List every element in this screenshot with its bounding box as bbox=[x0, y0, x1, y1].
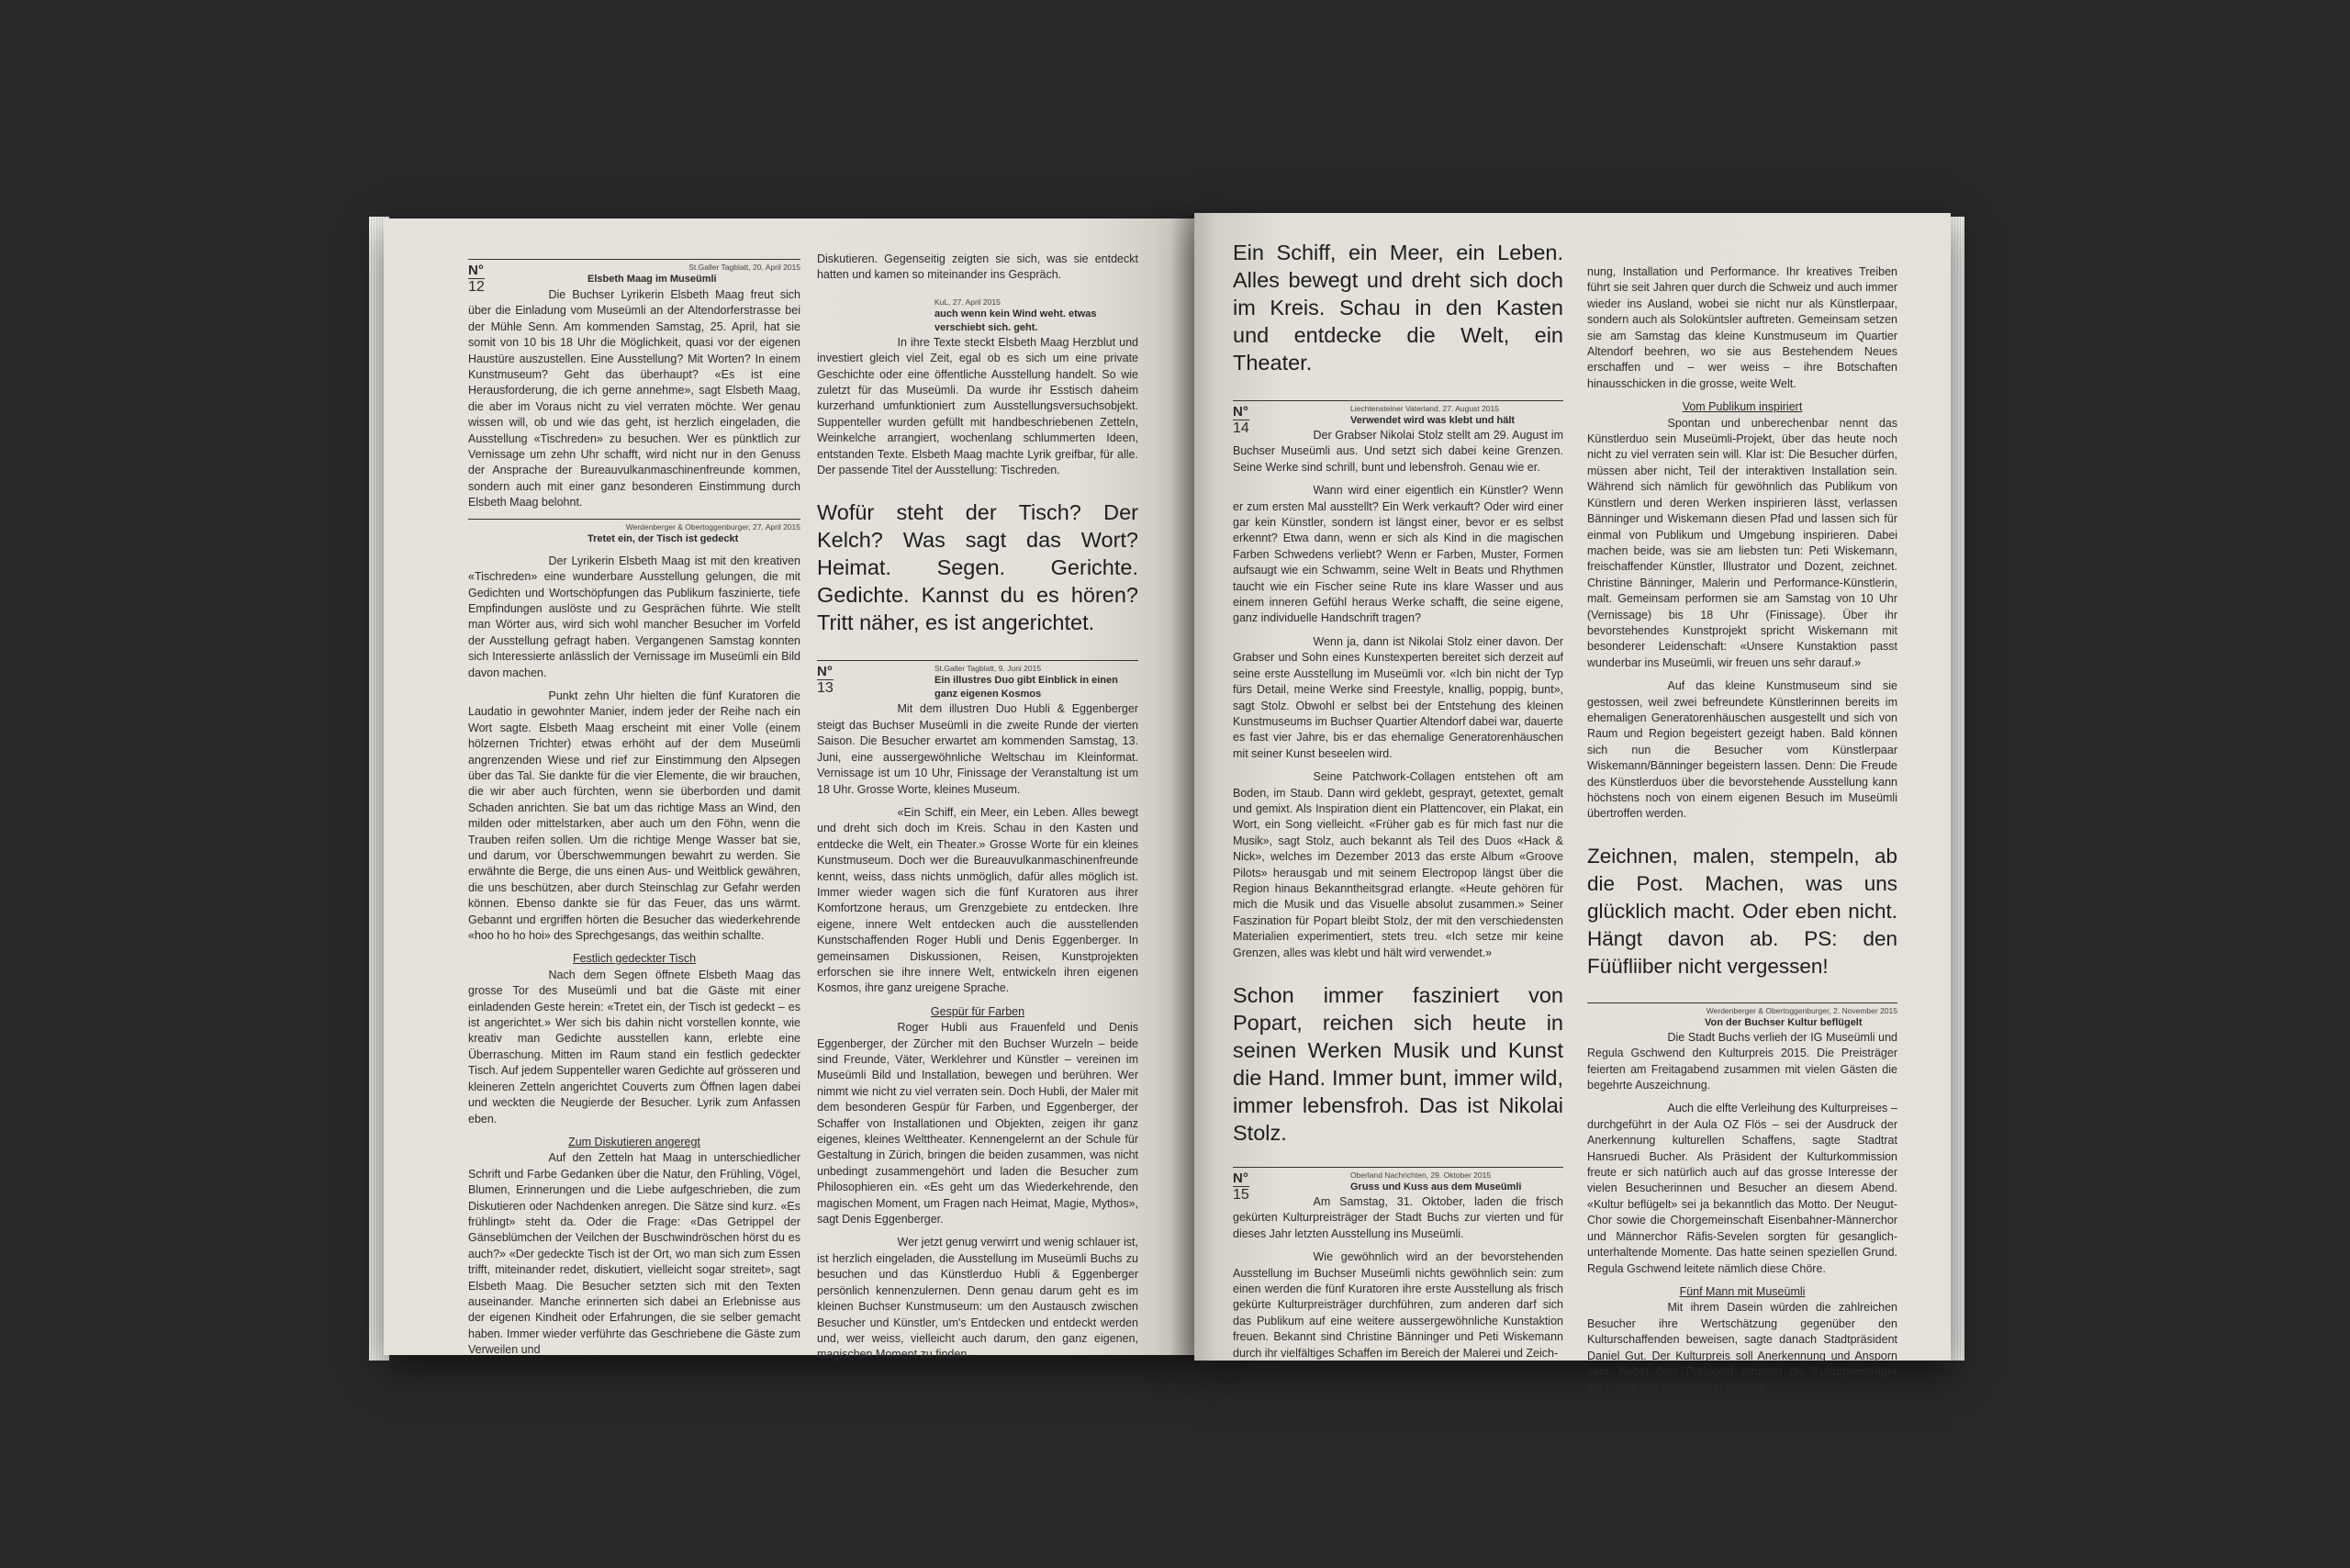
paragraph: Der Grabser Nikolai Stolz stellt am 29. August im Buchser Museümli aus. Und setzt sich dabei keine Grenzen. Seine Werke sind schrill, bunt und lebensfroh. Genau wie er. bbox=[1233, 429, 1563, 474]
article-source: Werdenberger & Obertoggenburger, 27. April 2015 bbox=[625, 521, 800, 532]
left-page bbox=[384, 218, 1194, 1361]
subheading: Zum Diskutieren angeregt bbox=[568, 1135, 700, 1148]
article-headline: Elsbeth Maag im Museümli bbox=[588, 274, 717, 285]
paragraph: nung, Installation und Performance. Ihr kreatives Treiben führt sie seit Jahren quer durch die Schweiz und auch immer wieder ins Ausland, wobei sie nicht nur als Künstlerpaar, sondern auch als Soloküntsler auftreten. Gemeinsam setzen sie am Samstag das kleine Kunstmuseum im Quartier Altendorf beehren, wo sie aus Bestehendem Neues erschaffen und – wer weiss – ihre Botschaften hinausschicken in die grosse, weite Welt. bbox=[1587, 265, 1897, 390]
paragraph: Am Samstag, 31. Oktober, laden die frisch gekürten Kulturpreisträger der Stadt Buchs zur vierten und für dieses Jahr letzten Ausstellung ins Museümli. bbox=[1233, 1195, 1563, 1240]
left-column-1 bbox=[468, 255, 800, 1359]
article-source: St.Galler Tagblatt, 9. Juni 2015 bbox=[934, 664, 1042, 674]
article-d-header bbox=[1587, 1002, 1897, 1030]
article-number: N° 12 bbox=[468, 263, 485, 295]
paragraph: «Ein Schiff, ein Meer, ein Leben. Alles bewegt und dreht sich doch im Kreis. Schau in den Kasten und entdecke die Welt, ein Theater.» Grosse Worte für ein kleines Kunstmuseum. Doch wer die Bureauvulkanmaschinenfreunde kennt, weiss, dass nichts unmöglich, dafür alles möglich ist. Immer wieder wagen sich die fünf Kuratoren aus ihrer Komfortzone heraus, um Grenzgebiete zu entdecken. Ihre eigene, innere Welt entdecken auch die ausstellenden Kunstschaffenden Roger Hubli und Denis Eggenberger. In gemeinsamen Diskussionen, Reisen, Kunstprojekten erforschen sie ihre innere Welt, entwickeln ihren eigenen Kosmos, ihre ganz ureigene Sprache. bbox=[817, 805, 1138, 995]
article-12-header bbox=[468, 259, 800, 295]
article-b-header bbox=[468, 519, 800, 546]
paragraph: In ihre Texte steckt Elsbeth Maag Herzblut und investiert gleich viel Zeit, egal ob es sich um eine private Geschichte oder eine öffentliche Ausstellung handelt. So wie zuletzt für das Museümli. Da wurde ihr Esstisch daheim kurzerhand umfunktioniert zum Ausstellungsversuchsobjekt. Suppenteller wurden gefüllt mit handbeschriebenen Zetteln, Weinkelche arrangiert, wochenlang schlummerten Ideen, entstanden Texte. Elsbeth Maag machte Lyrik greifbar, für alle. Der passende Titel der Ausstellung: Tischreden. bbox=[817, 335, 1138, 477]
subheading: Vom Publikum inspiriert bbox=[1682, 400, 1803, 414]
article-13-header bbox=[817, 660, 1138, 701]
paragraph: Spontan und unberechenbar nennt das Künstlerduo sein Museümli-Projekt, über das heute noch nicht zu viel verraten sein will. Klar ist: Die Besucher dürfen, müssen aber nicht, Teil der interaktiven Installation sein. Während sich nämlich für gewöhnlich das Publikum von Künstlern und deren Werken inspirieren lässt, verlassen Bänninger und Wiskemann diesen Pfad und lassen sich für einmal von Publikum und Umgebung inspirieren. Dabei machen beide, was sie am liebsten tun: Peti Wiskemann, freischaffender Künstler, Illustrator und Dozent, zeichnet. Christine Bänninger, Malerin und Performance-Künstlerin, malt. Gemeinsam performen sie am Samstag von 10 Uhr (Vernissage) bis 18 Uhr (Finissage). Über ihr bevorstehendes Kunstprojekt spricht Wiskemann mit besonderer Leidenschaft: «Unsere Kunstaktion passt wunderbar ins Museümli, wir freuen uns sehr darauf.» bbox=[1587, 416, 1897, 669]
paragraph: Auf den Zetteln hat Maag in unterschiedlicher Schrift und Farbe Gedanken über die Natur, den Frühling, Vögel, Blumen, Erinnerungen und die Liebe aufgeschrieben, die zum Diskutieren oder Nachdenken anregen. Die Sätze sind kurz. «Es frühlingt» steht da. Oder die Frage: «Das Getrippel der Gänseblümchen der Veilchen der Buschwindröschen hörst du es auch?» «Der gedeckte Tisch ist der Ort, wo man sich zum Essen trifft, miteinander redet, diskutiert, vielleicht sogar streitet», sagt Elsbeth Maag. Die Besucher setzten sich mit den Texten auseinander. Manche erinnerten sich dabei an Erlebnisse aus der eigenen Kindheit oder Erfahrungen, die sie selber gemacht haben. Immer wieder verführte das Geschriebene die Gäste zum Verweilen und bbox=[468, 1151, 800, 1357]
article-source: Oberland Nachrichten, 29. Oktober 2015 bbox=[1350, 1170, 1492, 1180]
article-headline: Von der Buchser Kultur beflügelt bbox=[1705, 1016, 1863, 1028]
article-source: Werdenberger & Obertoggenburger, 2. November 2015 bbox=[1706, 1005, 1897, 1015]
article-15-header bbox=[1233, 1167, 1563, 1203]
paragraph: Diskutieren. Gegenseitig zeigten sie sich, was sie entdeckt hatten und kamen so miteinander ins Gespräch. bbox=[817, 252, 1138, 282]
article-14-header bbox=[1233, 400, 1563, 436]
right-page bbox=[1194, 213, 1951, 1394]
paragraph: Wer jetzt genug verwirrt und wenig schlauer ist, ist herzlich eingeladen, die Ausstellung im Museümli Buchs zu besuchen und das Künstlerduo Hubli & Eggenberger persönlich kennenzulernen. Denn genau darum geht es im kleinen Buchser Kunstmuseum: um den Austausch zwischen Besucher und Künstler, um's Entdecken und entdeckt werden und, wer weiss, vielleicht auch darum, den ganz eigenen, magischen Moment zu finden. bbox=[817, 1236, 1138, 1361]
paragraph: Auch die elfte Verleihung des Kulturpreises – durchgeführt in der Aula OZ Flös – sei der Ausdruck der Anerkennung kulturellen Schaffens, sagte Stadtrat Hansruedi Bucher. Als Präsident der Kulturkommission freute er sich natürlich auch auf das grosse Interesse der vielen Besucherinnen und Besucher an diesem Abend. «Kultur beflügelt» sei ja bekanntlich das Motto. Der Neugut-Chor sowie die Chorgemeinschaft Eisenbahner-Männerchor und Männerchor Räfis-Sevelen sorgten für gesanglich-unterhaltende Momente. Das hatte seinen speziellen Grund. Regula Gschwend leitete nämlich diese Chöre. bbox=[1587, 1102, 1897, 1275]
article-c-header bbox=[817, 297, 1138, 335]
left-column-2 bbox=[817, 252, 1138, 1363]
article-headline: Ein illustres Duo gibt Einblick in einen ganz eigenen Kosmos bbox=[934, 675, 1118, 700]
article-headline: Gruss und Kuss aus dem Museümli bbox=[1350, 1182, 1522, 1193]
paragraph: Wenn ja, dann ist Nikolai Stolz einer davon. Der Grabser und Sohn eines Kunstexperten bereitet sich derzeit auf seine erste Ausstellung im Museümli vor. «Ich bin nicht der Typ fürs Detail, meine Werke sind Freestyle, knallig, poppig, bunt», sagt Stolz. Obwohl er selbst bei der Entstehung des kleinen Kunstmuseums im Buchser Quartier Altendorf dabei war, dauerte es fast vier Jahre, bis er das ehemalige Generatorenhäuschen mit seiner Kunst beseelen wird. bbox=[1233, 634, 1563, 760]
paragraph: Auf das kleine Kunstmuseum sind sie gestossen, weil zwei befreundete Künstlerinnen bereits im ehemaligen Generatorenhäuschen ausgestellt und sich von Raum und Region begeistert gezeigt haben. Bald können sich nun die Besucher vom Künstlerpaar Wiskemann/Bänninger begeistern lassen. Denn: Die Freude des Künstlerduos über die bevorstehende Ausstellung kann höchstens noch von einem eigenen Besuch im Museümli übertroffen werden. bbox=[1587, 679, 1897, 821]
paragraph: Roger Hubli aus Frauenfeld und Denis Eggenberger, der Zürcher mit den Buchser Wurzeln – beide sind Freunde, Väter, Werklehrer und Künstler – vereinen im Museümli Bild und Installation, bewegen und berühren. Wer nimmt wie nicht zu viel verraten sein. Doch Hubli, der Maler mit dem besonderen Gespür für Farben, und Eggenberger, der Schaffer von Installationen und Objekten, zeigen ihr ganz eigenes, kleines Welttheater. Kennengelernt an der Schule für Gestaltung in Zürich, bringen die beiden zusammen, was nicht unbedingt zusammengehört und laden die Besucher zum Philosophieren ein. «Es geht um das Wiederkehrende, den magischen Moment, um Fragen nach Heimat, Magie, Mythos», sagt Denis Eggenberger. bbox=[817, 1021, 1138, 1226]
article-number: N° 15 bbox=[1233, 1170, 1249, 1203]
article-headline: Verwendet wird was klebt und hält bbox=[1350, 415, 1516, 426]
paragraph: Der Lyrikerin Elsbeth Maag ist mit den kreativen «Tischreden» eine wunderbare Ausstellung gelungen, die mit Gedichten und Wortschöpfungen das Publikum faszinierte, tiefe Empfindungen auslöste und zu Gesprächen führte. Wie stellt man Wörter aus, wird sich wohl mancher Besucher im Vorfeld der Ausstellung gefragt haben. Vergangenen Samstag konnten sich Interessierte anlässlich der Vernissage im Museümli ein Bild davon machen. bbox=[468, 554, 800, 679]
paragraph: Nach dem Segen öffnete Elsbeth Maag das grosse Tor des Museümli und bat die Gäste mit einer einladenden Geste herein: «Tretet ein, der Tisch ist gedeckt – es ist angerichtet.» Wer sich bis dahin nicht vorstellen konnte, wie kreativ man Gedichte ausstellen kann, erlebte eine Überraschung. Mitten im Raum stand ein festlich gedeckter Tisch. Auf jedem Suppenteller waren Gedichte auf grösseren und kleineren Zetteln angerichtet Couverts zum Öffnen lagen dabei und weckten die Neugierde der Besucher. Lyrik zum Anfassen eben. bbox=[468, 968, 800, 1126]
pull-quote: Ein Schiff, ein Meer, ein Leben. Alles bewegt und dreht sich doch im Kreis. Schau in den Kasten und entdecke die Welt, ein Theater. bbox=[1233, 241, 1563, 375]
subheading: Festlich gedeckter Tisch bbox=[572, 952, 697, 966]
right-column-2 bbox=[1587, 264, 1897, 1396]
pull-quote: Wofür steht der Tisch? Der Kelch? Was sagt das Wort? Heimat. Segen. Gerichte. Gedichte. Kannst du es hören? Tritt näher, es ist angerichtet. bbox=[817, 500, 1138, 635]
paragraph: Mit ihrem Dasein würden die zahlreichen Besucher ihre Wertschätzung gegenüber den Kulturschaffenden beweisen, sagte danach Stadtpräsident Daniel Gut. Der Kulturpreis soll Anerkennung und Ansporn sein. Nebst dem Preisgeld erhalten die Kulturpreisträger auch eine von René Düsel geschaf- bbox=[1587, 1301, 1897, 1394]
article-source: Liechtensteiner Vaterland, 27. August 2015 bbox=[1350, 404, 1499, 413]
article-number: N° 14 bbox=[1233, 404, 1249, 436]
article-source: St.Galler Tagblatt, 20. April 2015 bbox=[688, 263, 800, 272]
article-headline: Tretet ein, der Tisch ist gedeckt bbox=[588, 532, 739, 544]
pull-quote: Zeichnen, malen, stempeln, ab die Post. Machen, was uns glücklich macht. Oder eben nicht. Hängt davon ab. PS: den Füüfliiber nicht vergessen! bbox=[1587, 844, 1897, 978]
paragraph: Die Buchser Lyrikerin Elsbeth Maag freut sich über die Einladung vom Museümli an der Altendorferstrasse bei der Mühle Senn. Am kommenden Samstag, 25. April, hat sie somit von 10 bis 18 Uhr die Möglichkeit, quasi vor der eigenen Haustüre auszustellen. Eine Ausstellung? Mit Worten? In einem Kunstmuseum? Geht das überhaupt? «Es ist eine Herausforderung, die ich gerne annehme», sagt Elsbeth Maag, die aber im Voraus nicht zu viel verraten möchte. Wer genau wissen will, ob und wie das geht, ist herzlich eingeladen, die Ausstellung «Tischreden» zu besuchen. Wer es pünktlich zur Vernissage um zehn Uhr schafft, wird nicht nur in den Genuss der Ansprache der Bureauvulkanmaschinenfreunde kommen, sondern auch mit einer ganz besonderen Einstimmung durch Elsbeth Maag belohnt. bbox=[468, 288, 800, 510]
paragraph: Die Stadt Buchs verlieh der IG Museümli und Regula Gschwend den Kulturpreis 2015. Die Preisträger feierten am Freitagabend zusammen mit vielen Gästen die begehrte Auszeichnung. bbox=[1587, 1030, 1897, 1092]
paragraph: Wann wird einer eigentlich ein Künstler? Wenn er zum ersten Mal ausstellt? Ein Werk verkauft? Oder wird einer gar kein Künstler, sondern ist längst einer, bevor er es selbst erkennt? Etwa dann, wenn er sich als Kind in die magischen Farben Schwedens verliebt? Wenn er Farben, Muster, Formen aufsaugt wie ein Schwamm, seine Welt in Beats und Rhythmen taucht wie ein Fischer seine Rute ins klare Wasser und aus einem inneren Gefühl heraus Werke schafft, die seine eigene, ganz individuelle Handschrift tragen? bbox=[1233, 484, 1563, 625]
article-headline: auch wenn kein Wind weht. etwas verschiebt sich. geht. bbox=[934, 308, 1097, 333]
subheading: Gespür für Farben bbox=[930, 1004, 1025, 1018]
paragraph: Mit dem illustren Duo Hubli & Eggenberger steigt das Buchser Museümli in die zweite Runde der vierten Saison. Die Besucher erwartet am kommenden Samstag, 13. Juni, eine aussergewöhnliche Weltschau im Kleinformat. Vernissage ist um 10 Uhr, Finissage der Veranstaltung ist um 18 Uhr. Grosse Worte, kleines Museum. bbox=[817, 702, 1138, 796]
article-number: N° 13 bbox=[817, 664, 834, 697]
paragraph: Wie gewöhnlich wird an der bevorstehenden Ausstellung im Buchser Museümli nichts gewöhnlich sein: zum einen werden die fünf Kuratoren ihre erste Ausstellung als frisch gekürte Kulturpreisträger durchführen, zum anderen darf sich das Publikum auf eine weitere aussergewöhnliche Kunstaktion freuen. Bekannt sind Christine Bänninger und Peti Wiskemann durch ihr vielfältiges Schaffen im Bereich der Malerei und Zeich- bbox=[1233, 1250, 1563, 1360]
pull-quote: Schon immer fasziniert von Popart, reichen sich heute in seinen Werken Musik und Kunst die Hand. Immer bunt, immer wild, immer lebensfroh. Das ist Nikolai Stolz. bbox=[1233, 983, 1563, 1145]
article-source: KuL, 27. April 2015 bbox=[934, 297, 1001, 307]
paragraph: Seine Patchwork-Collagen entstehen oft am Boden, im Staub. Dann wird geklebt, gesprayt, getextet, gemalt und gemixt. Als Inspiration dient ein Plattencover, ein Plakat, ein Wort, ein Song vielleicht. «Früher gab es für mich fast nur die Musik», sagt Stolz, auch bekannt als Teil des Duos «Hack & Nick», welches im Dezember 2013 das erste Album «Groove Pilots» herausgab und mit seinem Electropop längst über die Region hinaus Bekanntheitsgrad erlangte. «Heute gehören für mich die Musik und das Visuelle absolut zusammen.» Seiner Faszination für Popart bleibt Stolz, der mit den verschiedensten Materialien experimentiert, stets treu. «Ich setze mir keine Grenzen, alles was klebt und hält wird verwendet.» bbox=[1233, 770, 1563, 959]
right-column-1 bbox=[1233, 235, 1563, 1361]
paragraph: Punkt zehn Uhr hielten die fünf Kuratoren die Laudatio in gewohnter Manier, indem jeder der Reihe nach ein Wort sagte. Elsbeth Maag erscheint mit einer Volle (einem hölzernen Trichter) etwas erhöht auf der dem Museümli angrenzenden Wiese und rief zur Einstimmung den Alpsegen über das Tal. Sie dankte für die vier Elemente, die wir brauchen, die wir aber auch fürchten, wenn sie überborden und damit Schaden anrichten. Sie bat um das richtige Mass an Wind, den milden oder mittelstarken, aber auch um den Föhn, wenn die Trauben reifen sollen. Um die richtige Menge Wasser bat sie, und darum, vor Überschwemmungen bewahrt zu werden. Sie erwähnte die Berge, die uns einen Aus- und Weitblick gewähren, die uns beschützen, aber durch Steinschlag zur Gefahr werden können. Ebenso dankte sie für das Feuer, das uns wärmt. Gebannt und ergriffen hörten die Besucher das wiederkehrende «hoo ho ho hoi» des Sprechgesangs, das weithin schallte. bbox=[468, 689, 800, 943]
subheading: Fünf Mann mit Museümli bbox=[1679, 1284, 1806, 1298]
